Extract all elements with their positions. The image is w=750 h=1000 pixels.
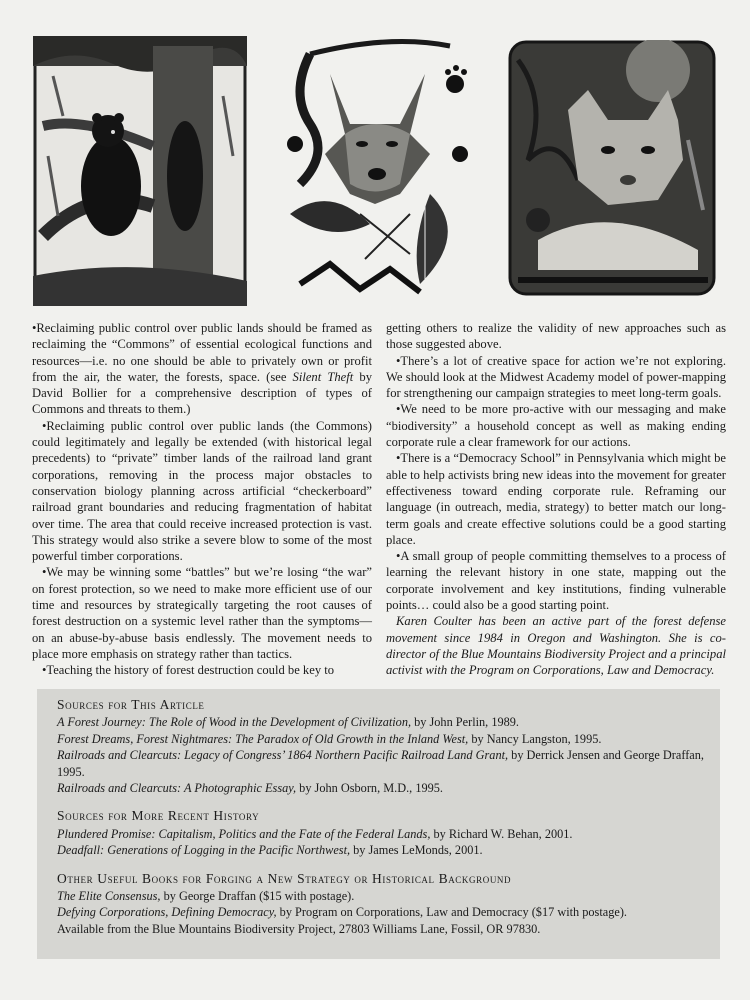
source-details: by George Draffan ($15 with postage).: [160, 889, 355, 904]
paragraph-battles: •We may be winning some “battles” but we’re losing “the war” on forest protection, so we need to make more efficient use of our time and resources by strategically targeting the root causes of forest destruction on a systemic level rather than the symptoms—on an abuse-by-abuse basis endlessly. The movement needs to place more emphasis on strategy rather than tactics.: [32, 565, 372, 661]
sources-list-article: [57, 714, 706, 796]
left-column: [32, 320, 372, 686]
source-entry: [57, 826, 706, 842]
source-title: Railroads and Clearcuts: A Photographic Essay,: [57, 781, 297, 796]
source-details: by John Perlin, 1989.: [411, 715, 519, 730]
source-entry: [57, 921, 706, 937]
source-details: by Nancy Langston, 1995.: [468, 731, 602, 746]
source-title: Railroads and Clearcuts: Legacy of Congress’ 1864 Northern Pacific Railroad Land Grant,: [57, 748, 509, 763]
paragraph-railroad-lands: •Reclaiming public control over public lands (the Commons) could legitimately and legally be extended (with historical legal precedents) to “private” timber lands of the railroad land grant corporations, removing in the process major obstacles to conservation biology planning across artificial “checkerboard” railroad grant boundaries and reducing fragmentation of habitat over time. The area that could receive increased protection is vast. This strategy would also strike a severe blow to some of the most powerful timber corporations.: [32, 418, 372, 564]
source-details: by Derrick Jensen and George Draffan, 1995.: [57, 748, 704, 779]
source-title: A Forest Journey: The Role of Wood in the Development of Civilization,: [57, 715, 412, 730]
paragraph-creative-space: •There’s a lot of creative space for action we’re not exploring. We should look at the Midwest Academy model of power-mapping for strengthening our campaign strategies to meet long-term goals.: [386, 353, 726, 401]
illustration-strip: [0, 0, 750, 312]
source-entry: [57, 888, 706, 904]
paragraph-democracy-school: •There is a “Democracy School” in Pennsylvania which might be able to help activists bring new ideas into the movement for greater effectiveness toward ending corporate rule. Reframing our language (in outreach, media, strategy) to better match our long-term goals and create effective solutions could be a good starting place.: [386, 451, 726, 547]
sources-heading-other: Other Useful Books for Forging a New Strategy or Historical Background: [57, 870, 512, 886]
source-entry: [57, 780, 706, 796]
source-details: Available from the Blue Mountains Biodiversity Project, 27803 Williams Lane, Fossil, OR 97830.: [57, 921, 541, 936]
source-details: by Richard W. Behan, 2001.: [430, 826, 573, 841]
sources-heading-recent: Sources for More Recent History: [57, 808, 260, 824]
paragraph-pro-active: •We need to be more pro-active with our messaging and make “biodiversity” a household concept as well as making ending corporate rule a clear framework for our actions.: [386, 402, 726, 450]
cougar-illustration: [508, 40, 716, 296]
sources-box: [37, 689, 720, 959]
bear-illustration: [33, 36, 247, 306]
sources-heading-article: Sources for This Article: [57, 697, 205, 712]
paragraph-small-group: •A small group of people committing themselves to a process of learning the relevant history in one state, mapping out the corporate involvement and key institutions, finding vulnerable points… could also be a good starting point.: [386, 549, 726, 613]
source-title: The Elite Consensus,: [57, 889, 161, 904]
paragraph-commons: •Reclaiming public control over public lands should be framed as reclaiming the “Commons” of essential ecological functions and resources—i.e. no one should be able to privately own or profit from the air, the water, the forests, space. (see Silent Theft by David Bollier for a comprehensive description of types of Commons and threats to them.): [32, 321, 372, 417]
source-entry: [57, 731, 706, 747]
source-entry: [57, 904, 706, 920]
source-entry: [57, 714, 706, 730]
source-details: by John Osborn, M.D., 1995.: [296, 781, 443, 796]
source-title: Plundered Promise: Capitalism, Politics and the Fate of the Federal Lands,: [57, 826, 431, 841]
source-title: Deadfall: Generations of Logging in the Pacific Northwest,: [57, 843, 351, 858]
source-details: by Program on Corporations, Law and Democracy ($17 with postage).: [276, 905, 627, 920]
source-title: Forest Dreams, Forest Nightmares: The Paradox of Old Growth in the Inland West,: [57, 731, 469, 746]
source-entry: [57, 747, 706, 780]
book-title-silent-theft: Silent Theft: [292, 369, 354, 384]
right-column: [386, 320, 726, 686]
source-title: Defying Corporations, Defining Democracy,: [57, 905, 277, 920]
wolf-illustration: [270, 34, 480, 302]
paragraph-teaching-history: •Teaching the history of forest destruction could be key to: [42, 663, 335, 678]
source-entry: [57, 842, 706, 858]
article-columns: [32, 320, 726, 686]
sources-list-recent: [57, 826, 706, 859]
author-bio: Karen Coulter has been an active part of the forest defense movement since 1984 in Oregon and Washington. She is co-director of the Blue Mountains Biodiversity Project and a principal activist with the Program on Corporations, Law and Democracy.: [386, 614, 726, 678]
paragraph-continued: getting others to realize the validity of new approaches such as those suggested above.: [386, 321, 726, 352]
source-details: by James LeMonds, 2001.: [350, 843, 483, 858]
sources-list-other: [57, 888, 706, 937]
